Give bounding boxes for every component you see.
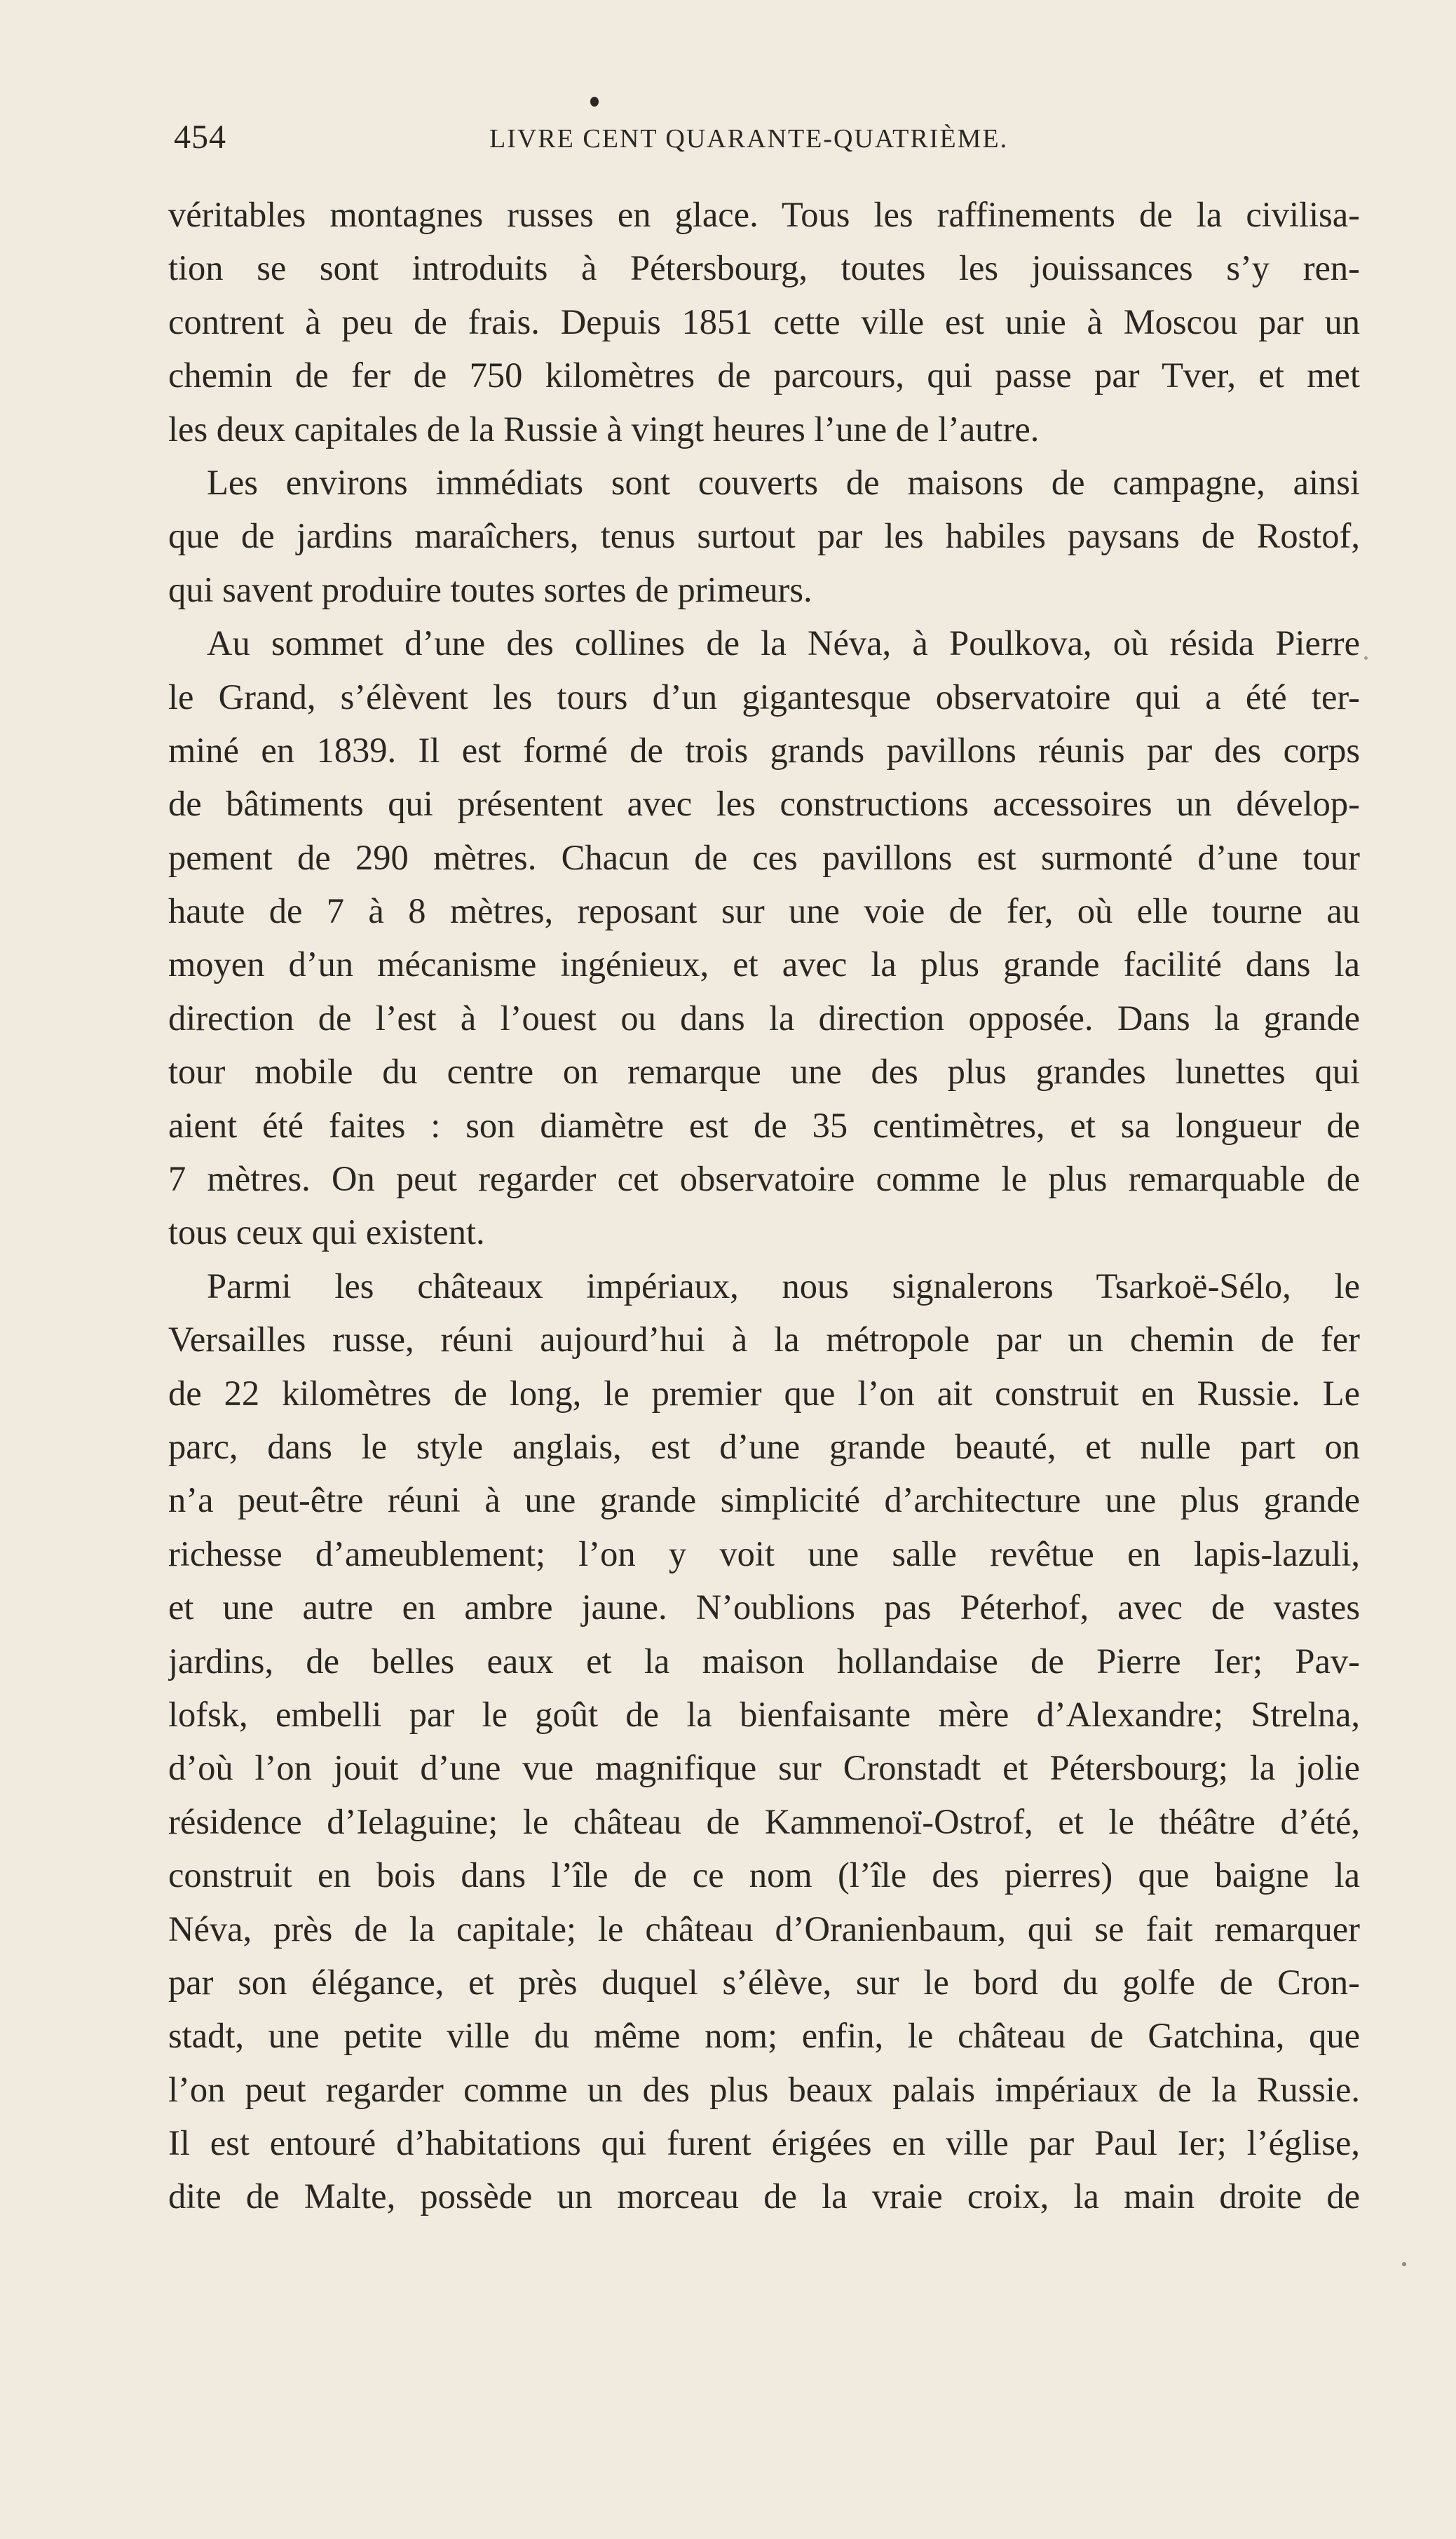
text-line: tour mobile du centre on remarque une des plus grandes lunettes qui (168, 1052, 1360, 1092)
text-line: de 22 kilomètres de long, le premier que l’on ait construit en Russie. Le (168, 1373, 1360, 1413)
text-line: Au sommet d’une des collines de la Néva, à Poulkova, où résida Pierre (207, 623, 1360, 663)
text-line: haute de 7 à 8 mètres, reposant sur une voie de fer, où elle tourne au (168, 891, 1360, 931)
text-line: l’on peut regarder comme un des plus beaux palais impériaux de la Russie. (168, 2069, 1360, 2109)
text-line: résidence d’Ielaguine; le château de Kammenoï-Ostrof, et le théâtre d’été, (168, 1801, 1360, 1841)
text-line: pement de 290 mètres. Chacun de ces pavillons est surmonté d’une tour (168, 837, 1360, 877)
text-line: moyen d’un mécanisme ingénieux, et avec la plus grande facilité dans la (168, 944, 1360, 984)
running-head: LIVRE CENT QUARANTE-QUATRIÈME. (489, 124, 1009, 154)
text-line: tion se sont introduits à Pétersbourg, toutes les jouissances s’y ren- (168, 248, 1360, 288)
text-line: miné en 1839. Il est formé de trois grands pavillons réunis par des corps (168, 730, 1360, 770)
ink-speck (1364, 656, 1368, 660)
text-line: par son élégance, et près duquel s’élève, sur le bord du golfe de Cron- (168, 1962, 1360, 2002)
text-line: d’où l’on jouit d’une vue magnifique sur Cronstadt et Pétersbourg; la jolie (168, 1748, 1360, 1788)
text-line: véritables montagnes russes en glace. Tous les raffinements de la civilisa- (168, 195, 1360, 234)
ink-speck (1402, 2262, 1406, 2266)
text-line: le Grand, s’élèvent les tours d’un gigantesque observatoire qui a été ter- (168, 677, 1360, 717)
text-line: construit en bois dans l’île de ce nom (l’île des pierres) que baigne la (168, 1855, 1360, 1895)
text-line: de bâtiments qui présentent avec les constructions accessoires un dévelop- (168, 784, 1360, 824)
text-line: que de jardins maraîchers, tenus surtout par les habiles paysans de Rostof, (168, 516, 1360, 556)
text-line: qui savent produire toutes sortes de primeurs. (168, 569, 812, 609)
text-line: Parmi les châteaux impériaux, nous signalerons Tsarkoë-Sélo, le (207, 1266, 1360, 1306)
text-line: richesse d’ameublement; l’on y voit une salle revêtue en lapis-lazuli, (168, 1533, 1360, 1573)
ink-speck (590, 97, 599, 107)
text-line: n’a peut-être réuni à une grande simplicité d’architecture une plus grande (168, 1480, 1360, 1520)
text-line: contrent à peu de frais. Depuis 1851 cette ville est unie à Moscou par un (168, 302, 1360, 341)
text-line: Néva, près de la capitale; le château d’Oranienbaum, qui se fait remarquer (168, 1909, 1360, 1949)
text-line: lofsk, embelli par le goût de la bienfaisante mère d’Alexandre; Strelna, (168, 1694, 1360, 1734)
text-line: tous ceux qui existent. (168, 1212, 485, 1252)
text-line: les deux capitales de la Russie à vingt heures l’une de l’autre. (168, 409, 1040, 449)
text-line: dite de Malte, possède un morceau de la vraie croix, la main droite de (168, 2176, 1360, 2216)
body-text (168, 188, 1360, 2223)
text-line: direction de l’est à l’ouest ou dans la direction opposée. Dans la grande (168, 998, 1360, 1038)
text-line: Les environs immédiats sont couverts de maisons de campagne, ainsi (207, 462, 1360, 502)
text-line: 7 mètres. On peut regarder cet observatoire comme le plus remarquable de (168, 1159, 1360, 1199)
text-line: parc, dans le style anglais, est d’une grande beauté, et nulle part on (168, 1426, 1360, 1466)
text-line: stadt, une petite ville du même nom; enfin, le château de Gatchina, que (168, 2016, 1360, 2056)
text-line: Il est entouré d’habitations qui furent érigées en ville par Paul Ier; l’église, (168, 2123, 1360, 2163)
text-line: chemin de fer de 750 kilomètres de parcours, qui passe par Tver, et met (168, 356, 1360, 395)
text-line: Versailles russe, réuni aujourd’hui à la métropole par un chemin de fer (168, 1320, 1360, 1360)
page-header (174, 111, 1366, 167)
text-line: et une autre en ambre jaune. N’oublions pas Péterhof, avec de vastes (168, 1587, 1360, 1627)
text-line: aient été faites : son diamètre est de 35 centimètres, et sa longueur de (168, 1105, 1360, 1145)
text-line: jardins, de belles eaux et la maison hollandaise de Pierre Ier; Pav- (168, 1641, 1360, 1681)
page-number: 454 (174, 119, 226, 156)
